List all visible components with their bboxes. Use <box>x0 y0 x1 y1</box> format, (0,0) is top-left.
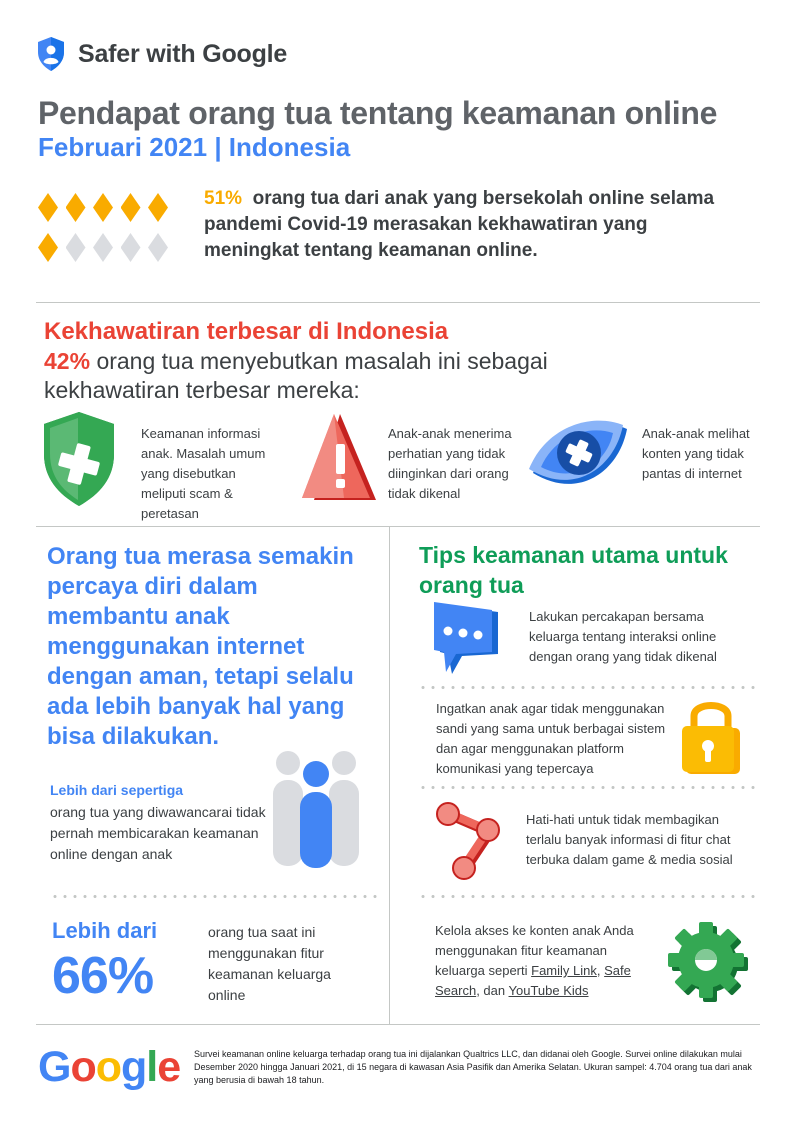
logo-letter-o2: o <box>95 1043 122 1091</box>
diamond-filled-icon <box>148 193 168 222</box>
logo-letter-g: G <box>38 1043 71 1091</box>
tip-3-text: Hati-hati untuk tidak membagikan terlalu banyak informasi di fitur chat terbuka dalam game & media sosial <box>526 812 733 867</box>
shield-logo-icon <box>36 36 66 72</box>
tip-2-text: Ingatkan anak agar tidak menggunakan sandi yang sama untuk berbagai sistem dan agar menggunakan platform komunikasi yang tepercaya <box>436 701 666 776</box>
dotted-divider <box>50 895 378 898</box>
stat-text <box>204 186 744 264</box>
logo-letter-l: l <box>146 1043 158 1091</box>
concerns-title: Kekhawatiran terbesar di Indonesia <box>44 318 449 345</box>
diamond-empty-icon <box>93 233 113 262</box>
chat-bubble-icon <box>432 600 502 676</box>
diamond-filled-icon <box>38 233 58 262</box>
third-body: orang tua yang diwawancarai tidak pernah membicarakan keamanan online dengan anak <box>50 804 266 862</box>
concerns-description: orang tua menyebutkan masalah ini sebagai kekhawatiran terbesar mereka: <box>44 348 548 403</box>
warning-icon <box>300 410 378 506</box>
concerns-percent: 42% <box>44 348 91 374</box>
people-icon <box>270 750 362 868</box>
tip-4-text <box>435 921 650 1001</box>
tip-1-text: Lakukan percakapan bersama keluarga tentang interaksi online dengan orang yang tidak dikenal <box>529 609 717 664</box>
gear-icon <box>664 918 748 1002</box>
page-title: Pendapat orang tua tentang keamanan online <box>38 95 718 131</box>
tip-4-sep: , <box>596 963 601 978</box>
diamond-filled-icon <box>38 193 58 222</box>
stat-description: orang tua dari anak yang bersekolah online selama pandemi Covid-19 merasakan kekhawatiran yang meningkat tentang keamanan online. <box>204 188 715 261</box>
logo-letter-g2: g <box>121 1043 147 1091</box>
brand <box>36 36 66 72</box>
column-divider <box>389 527 390 1024</box>
diamond-empty-icon <box>148 233 168 262</box>
divider <box>36 1024 760 1025</box>
concern-2-text: Anak-anak menerima perhatian yang tidak diinginkan dari orang tidak dikenal <box>388 426 512 501</box>
safe-search-link[interactable]: Safe Search <box>435 963 631 998</box>
dotted-divider <box>418 895 758 898</box>
diamond-rating <box>38 193 178 263</box>
tips-title: Tips keamanan utama untuk orang tua <box>419 542 728 598</box>
family-link[interactable]: Family Link <box>531 963 597 978</box>
stat-percent: 51% <box>204 188 243 209</box>
footer-note: Survei keamanan online keluarga terhadap orang tua ini dijalankan Qualtrics LLC, dan didanai oleh Google. Survei online dilakukan mulai Desember 2020 hingga Januari 2021, di 15 negara di kawasan Asia Pasifik dan Amerika Selatan. Ukuran sampel: 4.704 orang tua dari anak yang berusia di bawah 18 tahun. <box>194 1049 752 1085</box>
diamond-empty-icon <box>121 233 141 262</box>
more-than-label: Lebih dari <box>52 918 158 943</box>
youtube-kids-link[interactable]: YouTube Kids <box>508 983 589 998</box>
confidence-headline: Orang tua merasa semakin percaya diri dalam membantu anak menggunakan internet dengan aman, tetapi selalu ada lebih banyak hal yang bisa dilakukan. <box>47 543 354 750</box>
percent-description: orang tua saat ini menggunakan fitur keamanan keluarga online <box>208 924 331 1003</box>
google-logo <box>38 1043 180 1092</box>
tip-4-mid: , dan <box>476 983 506 998</box>
big-percent: 66% <box>52 947 154 1005</box>
divider <box>36 526 760 527</box>
shield-icon <box>42 410 120 508</box>
dotted-divider <box>418 786 758 789</box>
concerns-subtitle <box>44 347 644 405</box>
concern-3-text: Anak-anak melihat konten yang tidak pantas di internet <box>642 426 750 481</box>
diamond-filled-icon <box>121 193 141 222</box>
eye-icon <box>527 413 633 501</box>
divider <box>36 302 760 303</box>
brand-name: Safer with Google <box>78 40 288 68</box>
logo-letter-o1: o <box>70 1043 96 1091</box>
page-subtitle: Februari 2021 | Indonesia <box>38 132 351 162</box>
share-icon <box>432 798 504 882</box>
diamond-filled-icon <box>93 193 113 222</box>
tip-4-intro: Kelola akses ke konten anak Anda menggunakan fitur keamanan keluarga seperti <box>435 923 634 978</box>
third-title: Lebih dari sepertiga <box>50 782 184 798</box>
diamond-empty-icon <box>66 233 86 262</box>
padlock-icon <box>680 694 742 776</box>
dotted-divider <box>418 686 758 689</box>
logo-letter-e: e <box>157 1043 181 1091</box>
diamond-filled-icon <box>66 193 86 222</box>
concern-1-text: Keamanan informasi anak. Masalah umum yang disebutkan meliputi scam & peretasan <box>141 426 266 521</box>
